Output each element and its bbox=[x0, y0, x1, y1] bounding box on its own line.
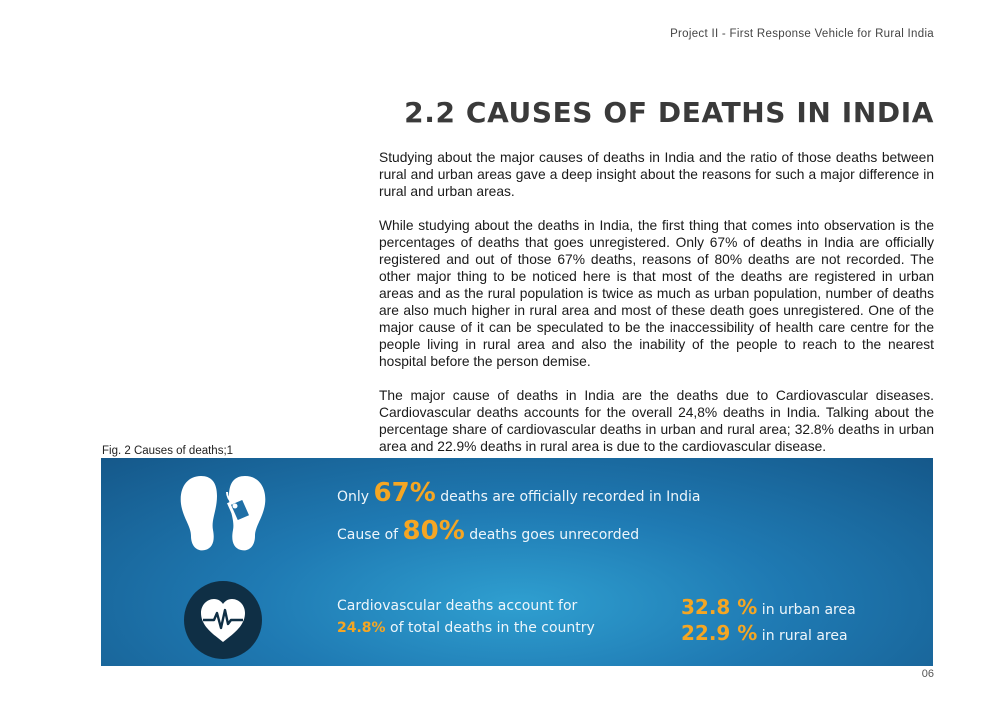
cardio-line-2 bbox=[337, 620, 595, 636]
line1-suffix: deaths are officially recorded in India bbox=[435, 489, 701, 505]
unrecorded-causes-line bbox=[337, 516, 639, 546]
rural-stat bbox=[681, 621, 848, 645]
paragraph-1: Studying about the major causes of deaths in India and the ratio of those deaths between rural and urban areas gave a deep insight about the reasons for such a major difference in rural and urban areas. bbox=[379, 150, 934, 199]
rural-percentage: 22.9 % bbox=[681, 621, 758, 645]
line1-percentage: 67% bbox=[373, 478, 436, 508]
line1-prefix: Only bbox=[337, 489, 374, 505]
heart-pulse-icon bbox=[183, 580, 263, 660]
running-header: Project II - First Response Vehicle for Rural India bbox=[670, 28, 934, 40]
cardio-percentage: 24.8% bbox=[337, 620, 386, 636]
urban-percentage: 32.8 % bbox=[681, 595, 758, 619]
line2-suffix: deaths goes unrecorded bbox=[464, 527, 640, 543]
paragraph-2: While studying about the deaths in India, the first thing that comes into observation is the percentages of deaths that goes unregistered. Only 67% of deaths in India are officially registered and out of those 67% deaths, reasons of 80% deaths are not recorded. The other major thing to be noticed here is that most of the deaths are registered in urban areas and as the rural population is twice as much as urban population, number of deaths are also much higher in rural area and most of these death goes unregistered. One of the major cause of it can be speculated to be the inaccessibility of health care centre for the people living in rural area and also the inability of the people to reach to the nearest hospital before the person demise. bbox=[379, 218, 934, 369]
body-text bbox=[379, 149, 934, 472]
line2-percentage: 80% bbox=[402, 516, 465, 546]
urban-label: in urban area bbox=[757, 602, 856, 618]
line2-prefix: Cause of bbox=[337, 527, 403, 543]
figure-caption: Fig. 2 Causes of deaths;1 bbox=[102, 445, 234, 457]
cardio-line2-suffix: of total deaths in the country bbox=[385, 620, 595, 636]
urban-stat bbox=[681, 595, 856, 619]
paragraph-3: The major cause of deaths in India are the deaths due to Cardiovascular diseases. Cardiovascular deaths accounts for the overall 24,8% deaths in India. Talking about the percentage share of cardiovascular deaths in urban and rural area; 32.8% deaths in urban area and 22.9% deaths in rural area is due to the cardiovascular disease. bbox=[379, 388, 934, 454]
page-number: 06 bbox=[921, 668, 934, 680]
rural-label: in rural area bbox=[757, 628, 848, 644]
cardio-line-1: Cardiovascular deaths account for bbox=[337, 598, 578, 614]
feet-with-tag-icon bbox=[173, 470, 273, 556]
section-title: 2.2 CAUSES OF DEATHS IN INDIA bbox=[404, 96, 934, 129]
causes-of-deaths-infographic bbox=[101, 458, 933, 666]
recorded-deaths-line bbox=[337, 478, 701, 508]
